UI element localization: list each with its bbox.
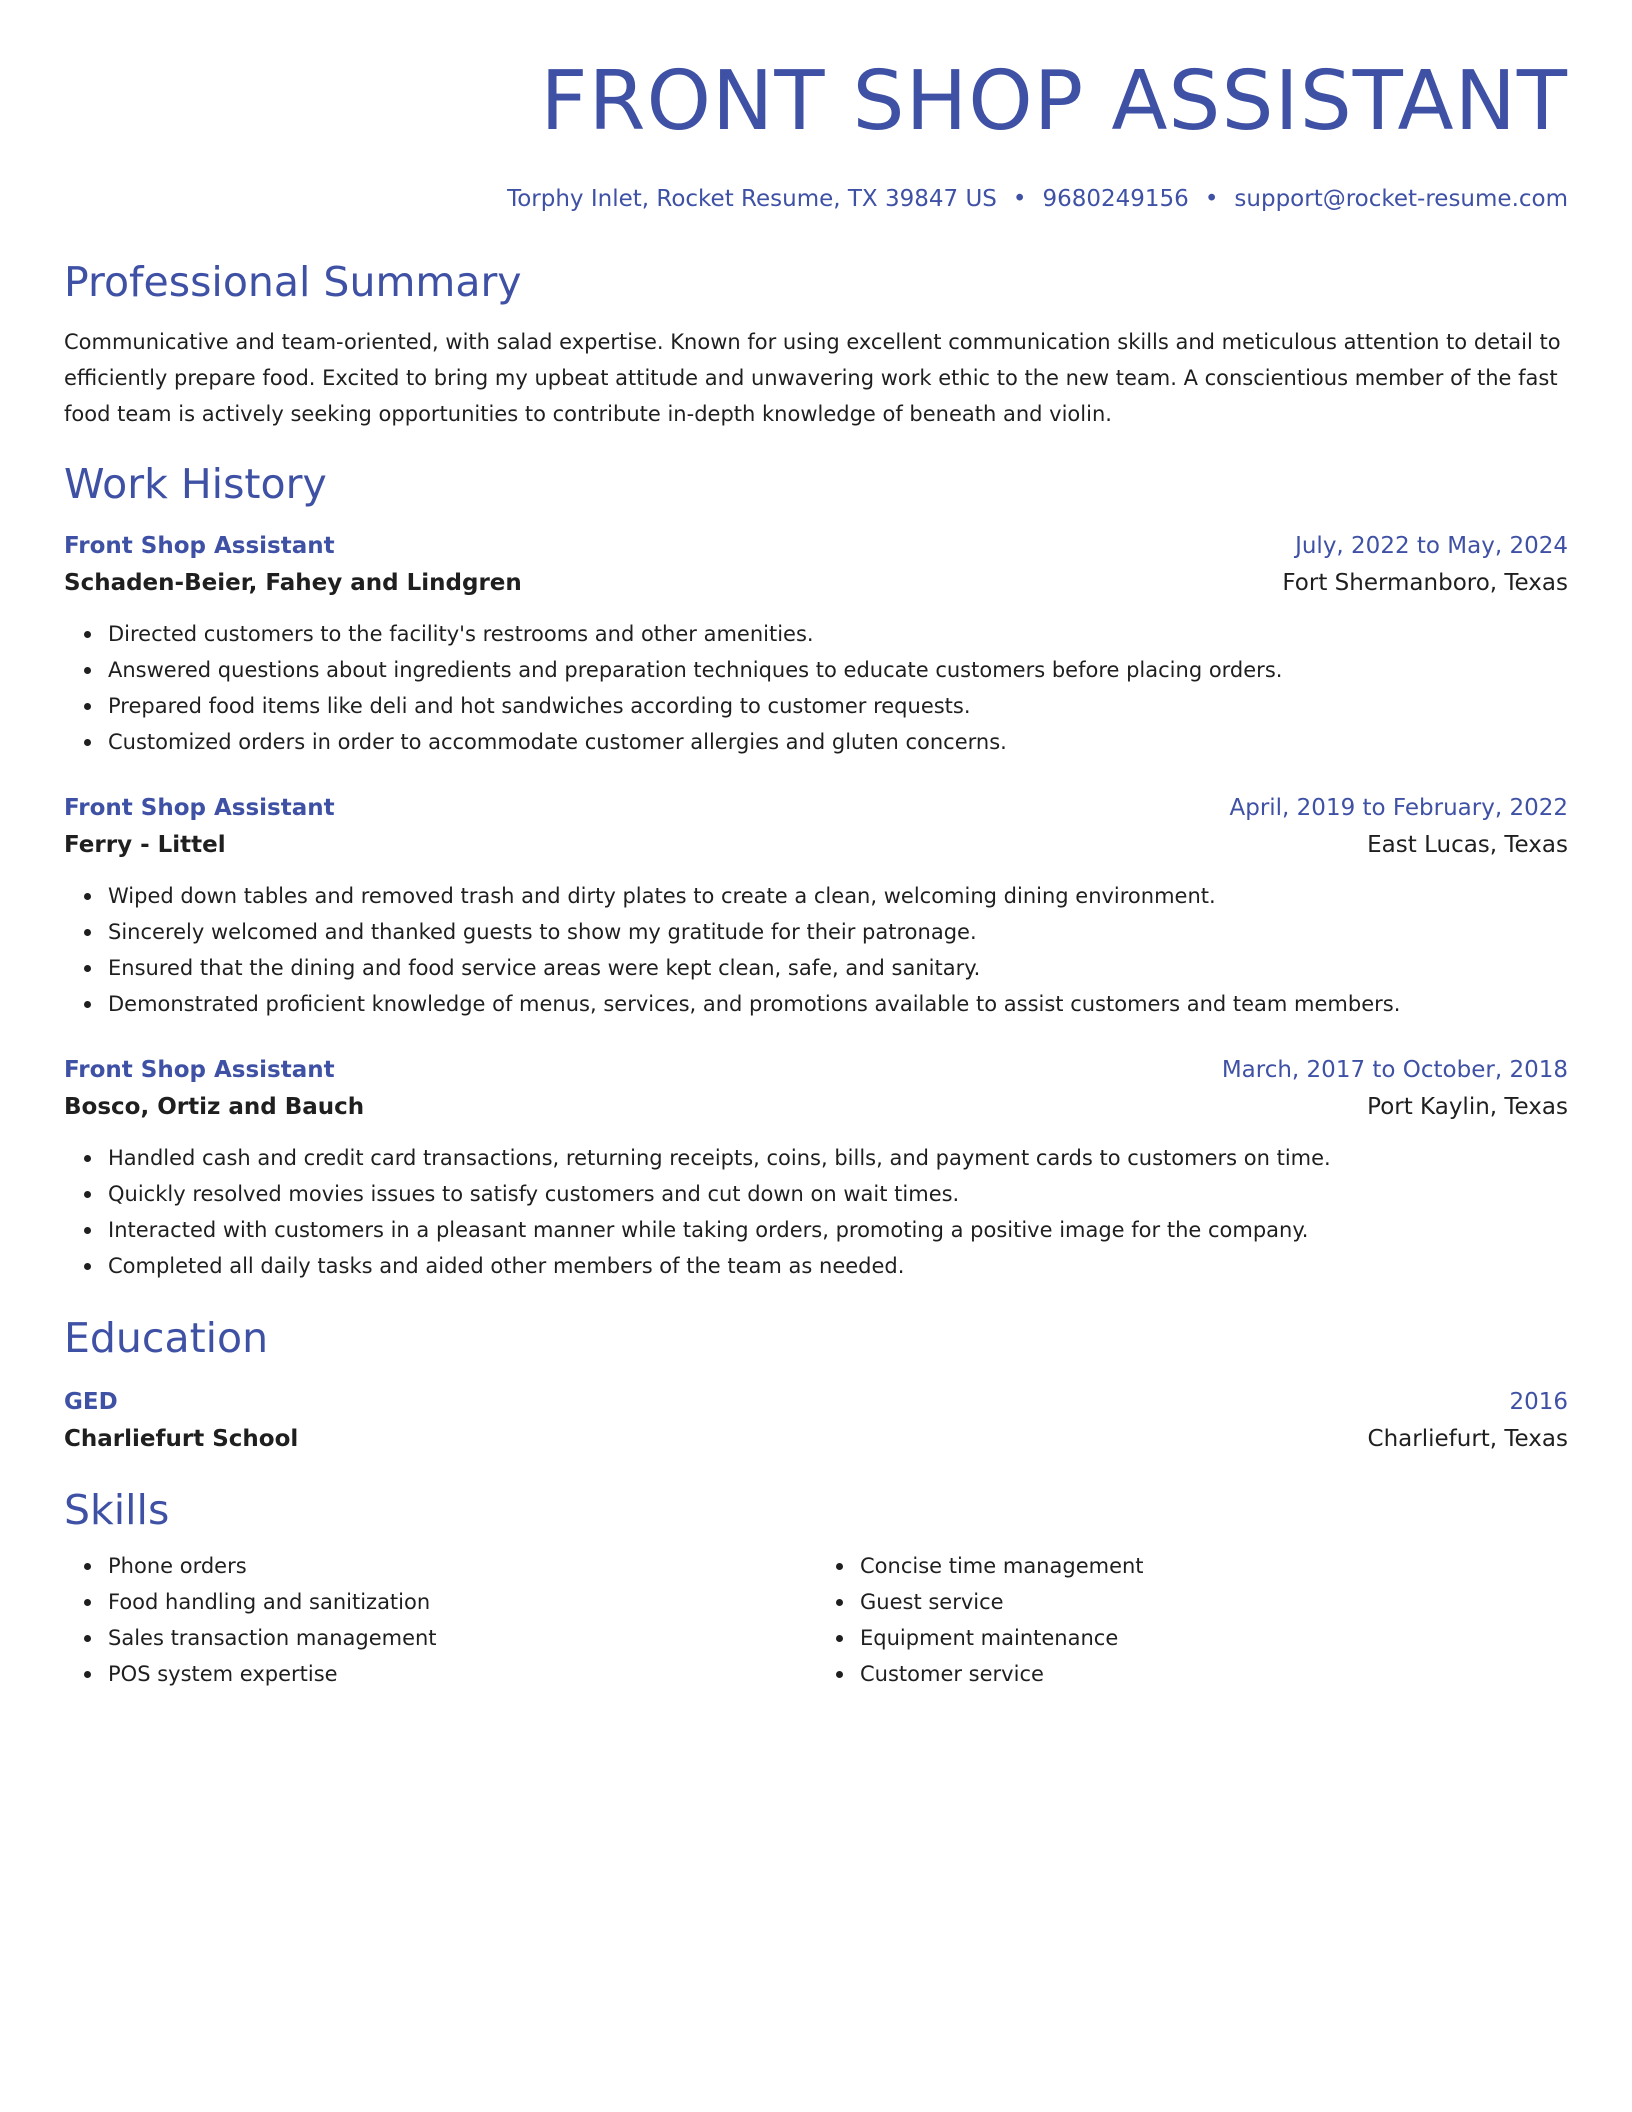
job-bullet: Quickly resolved movies issues to satisfy customers and cut down on wait times. [108,1176,1568,1212]
job-company: Ferry - Littel [64,832,226,858]
job-bullet: Demonstrated proficient knowledge of menus, services, and promotions available to assist customers and team members. [108,986,1568,1022]
job-dates: July, 2022 to May, 2024 [1295,533,1568,559]
contact-line [64,184,1568,214]
job-bullet: Interacted with customers in a pleasant manner while taking orders, promoting a positive image for the company. [108,1212,1568,1248]
job-title: Front Shop Assistant [64,533,335,559]
job-bullet: Directed customers to the facility's restrooms and other amenities. [108,616,1568,652]
job-company: Schaden-Beier, Fahey and Lindgren [64,570,522,596]
skill-item: Phone orders [108,1548,816,1584]
job-bullets [64,878,1568,1022]
skill-item: Customer service [860,1656,1568,1692]
job-bullet: Sincerely welcomed and thanked guests to show my gratitude for their patronage. [108,914,1568,950]
job-location: Port Kaylin, Texas [1367,1094,1568,1120]
contact-email: support@rocket-resume.com [1234,186,1568,212]
skill-item: Guest service [860,1584,1568,1620]
education-school: Charliefurt School [64,1426,299,1452]
job-dates: April, 2019 to February, 2022 [1229,795,1568,821]
summary-text: Communicative and team-oriented, with salad expertise. Known for using excellent communication skills and meticulous attention to detail to efficiently prepare food. Excited to bring my upbeat attitude and unwavering work ethic to the new team. A conscientious member of the fast food team is actively seeking opportunities to contribute in-depth knowledge of beneath and violin. [64,330,1561,426]
job-bullets [64,616,1568,760]
job-entry [64,790,1568,1022]
contact-separator: • [1012,186,1027,212]
education-entry [64,1384,1568,1458]
skills-list [64,1548,1568,1692]
job-title: Front Shop Assistant [64,1057,335,1083]
job-bullet: Handled cash and credit card transactions, returning receipts, coins, bills, and payment cards to customers on time. [108,1140,1568,1176]
contact-separator: • [1204,186,1219,212]
education-heading: Education [64,1314,269,1362]
job-company: Bosco, Ortiz and Bauch [64,1094,365,1120]
job-bullet: Completed all daily tasks and aided other members of the team as needed. [108,1248,1568,1284]
job-bullet: Ensured that the dining and food service areas were kept clean, safe, and sanitary. [108,950,1568,986]
job-title: Front Shop Assistant [64,795,335,821]
job-bullet: Prepared food items like deli and hot sandwiches according to customer requests. [108,688,1568,724]
job-bullet: Answered questions about ingredients and preparation techniques to educate customers before placing orders. [108,652,1568,688]
job-dates: March, 2017 to October, 2018 [1221,1057,1568,1083]
skill-item: Concise time management [860,1548,1568,1584]
job-bullet: Wiped down tables and removed trash and dirty plates to create a clean, welcoming dining environment. [108,878,1568,914]
skill-item: Sales transaction management [108,1620,816,1656]
education-degree: GED [64,1389,118,1415]
resume-name: FRONT SHOP ASSISTANT [540,54,1568,149]
job-bullets [64,1140,1568,1284]
education-year: 2016 [1509,1389,1568,1415]
job-entry [64,1052,1568,1284]
job-location: East Lucas, Texas [1367,832,1568,858]
job-location: Fort Shermanboro, Texas [1282,570,1568,596]
job-bullet: Customized orders in order to accommodate customer allergies and gluten concerns. [108,724,1568,760]
skills-column-right [816,1548,1568,1692]
job-entry [64,528,1568,760]
work-history-heading: Work History [64,460,327,508]
skill-item: Equipment maintenance [860,1620,1568,1656]
skills-heading: Skills [64,1486,170,1534]
contact-phone: 9680249156 [1042,186,1189,212]
skill-item: Food handling and sanitization [108,1584,816,1620]
skills-column-left [64,1548,816,1692]
education-location: Charliefurt, Texas [1367,1426,1568,1452]
skill-item: POS system expertise [108,1656,816,1692]
contact-address: Torphy Inlet, Rocket Resume, TX 39847 US [507,186,997,212]
summary-heading: Professional Summary [64,258,522,306]
